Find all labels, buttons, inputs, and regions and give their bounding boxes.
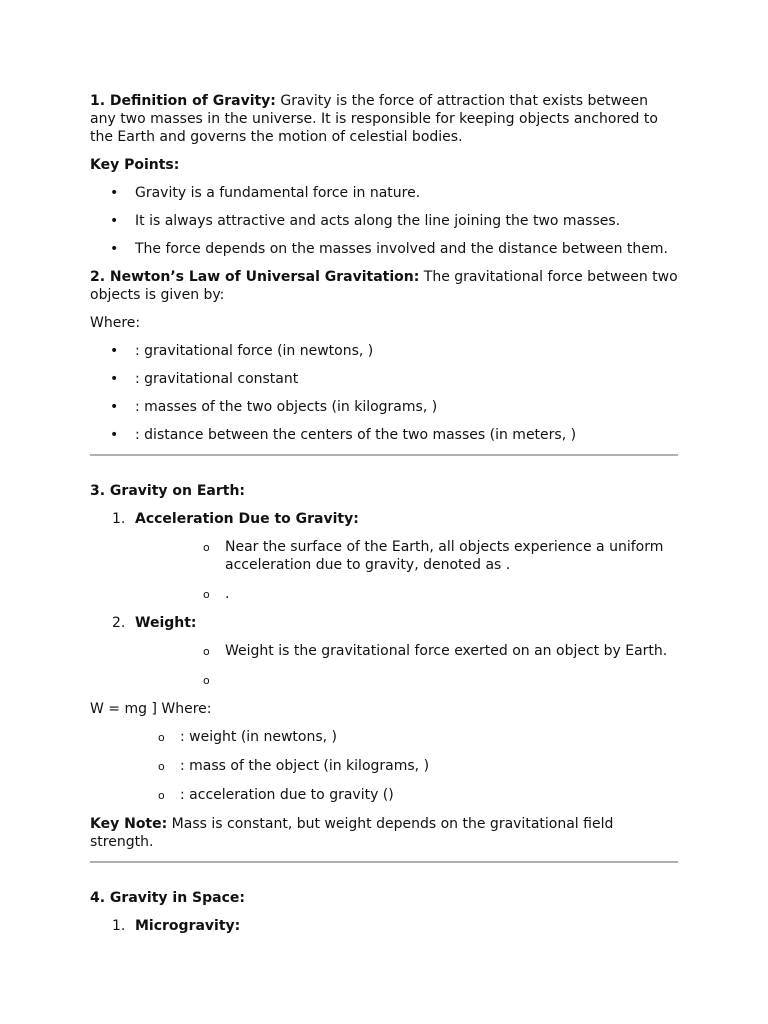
section-2-text: The gravitational force between two objects is given by: xyxy=(90,269,678,303)
list-item: • Gravity is a fundamental force in nature. xyxy=(90,184,678,202)
sub-list xyxy=(135,538,678,603)
section-3-heading: 3. Gravity on Earth: xyxy=(90,483,246,499)
numbered-item-microgravity xyxy=(90,917,678,935)
section-3-numbered-list xyxy=(90,510,678,689)
list-item xyxy=(135,642,678,660)
list-item xyxy=(90,757,678,775)
key-points-list xyxy=(90,184,678,258)
section-4-heading: 4. Gravity in Space: xyxy=(90,890,245,906)
circle-bullet-icon: o xyxy=(203,645,210,658)
subsection-title: Weight: xyxy=(135,615,197,631)
list-item xyxy=(135,671,678,689)
document-content xyxy=(90,92,678,945)
key-note xyxy=(90,815,678,851)
section-2-paragraph xyxy=(90,268,678,304)
circle-bullet-icon: o xyxy=(158,789,165,802)
sub-list xyxy=(135,642,678,689)
circle-bullet-icon: o xyxy=(203,674,210,687)
subsection-title: Acceleration Due to Gravity: xyxy=(135,511,359,527)
section-4-numbered-list xyxy=(90,917,678,935)
list-item-text: : mass of the object (in kilograms, ) xyxy=(180,758,430,774)
number-marker: 1. xyxy=(112,918,126,934)
list-item: • : distance between the centers of the two masses (in meters, ) xyxy=(90,426,678,444)
section-2-heading: 2. Newton’s Law of Universal Gravitation: xyxy=(90,269,420,285)
key-note-text: Mass is constant, but weight depends on the gravitational field strength. xyxy=(90,816,614,850)
list-item-text: : acceleration due to gravity () xyxy=(180,787,394,803)
numbered-item-weight xyxy=(90,614,678,689)
list-item: • The force depends on the masses involved and the distance between them. xyxy=(90,240,678,258)
list-item-text: Weight is the gravitational force exerted on an object by Earth. xyxy=(225,643,668,659)
list-item: • : masses of the two objects (in kilograms, ) xyxy=(90,398,678,416)
list-item xyxy=(90,728,678,746)
weight-variable-list xyxy=(90,728,678,804)
list-item xyxy=(135,585,678,603)
weight-formula: W = mg ] Where: xyxy=(90,701,212,717)
section-1-heading: 1. Definition of Gravity: xyxy=(90,93,276,109)
list-item xyxy=(135,538,678,574)
circle-bullet-icon: o xyxy=(203,588,210,601)
key-points-heading: Key Points: xyxy=(90,157,180,173)
key-note-label: Key Note: xyxy=(90,816,168,832)
section-1-paragraph xyxy=(90,92,678,146)
circle-bullet-icon: o xyxy=(158,731,165,744)
subsection-title: Microgravity: xyxy=(135,918,241,934)
horizontal-divider xyxy=(90,861,678,863)
list-item: • It is always attractive and acts along the line joining the two masses. xyxy=(90,212,678,230)
list-item-text: Near the surface of the Earth, all objects experience a uniform acceleration due to gravity, denoted as . xyxy=(225,539,664,573)
list-item xyxy=(90,786,678,804)
section-2-variable-list xyxy=(90,342,678,444)
circle-bullet-icon: o xyxy=(158,760,165,773)
horizontal-divider xyxy=(90,454,678,456)
list-item: • : gravitational force (in newtons, ) xyxy=(90,342,678,360)
section-2-where: Where: xyxy=(90,315,141,331)
number-marker: 2. xyxy=(112,615,126,631)
number-marker: 1. xyxy=(112,511,126,527)
numbered-item-acceleration xyxy=(90,510,678,603)
list-item-text: . xyxy=(225,586,230,602)
circle-bullet-icon: o xyxy=(203,541,210,554)
list-item-text: : weight (in newtons, ) xyxy=(180,729,338,745)
section-1-text: Gravity is the force of attraction that exists between any two masses in the universe. It is responsible for keeping objects anchored to the Earth and governs the motion of celestial bodies. xyxy=(90,93,658,145)
list-item: • : gravitational constant xyxy=(90,370,678,388)
